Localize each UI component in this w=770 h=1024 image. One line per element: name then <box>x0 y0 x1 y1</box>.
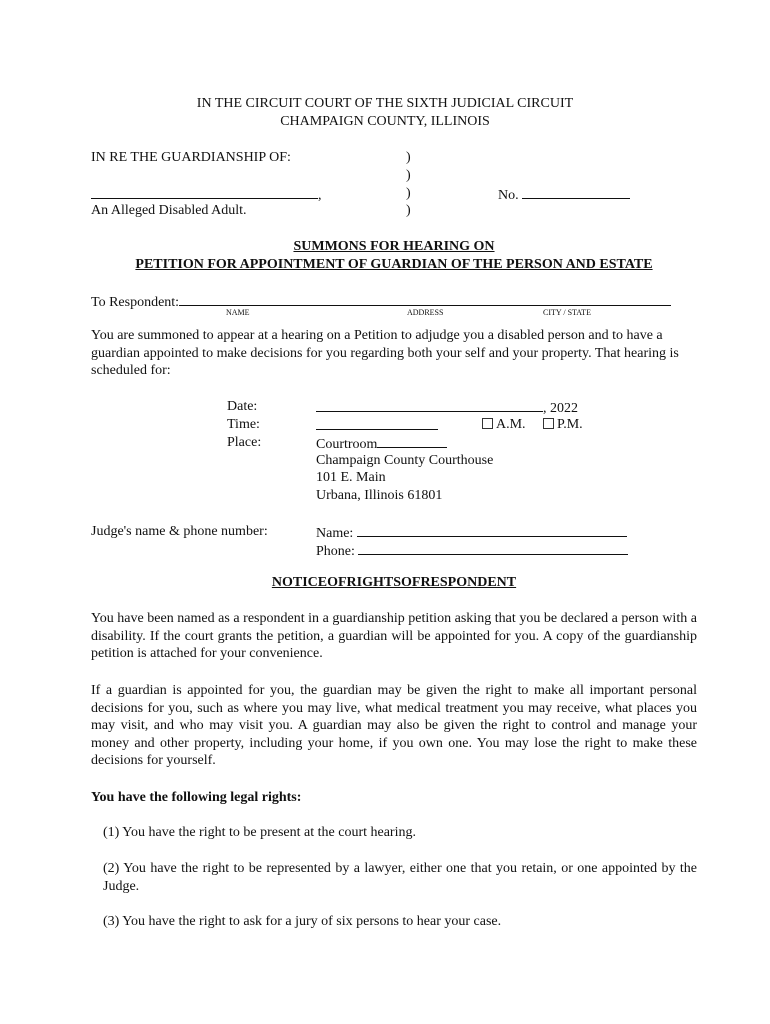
am-label: A.M. <box>496 417 526 432</box>
county-name: CHAMPAIGN COUNTY, ILLINOIS <box>280 114 490 129</box>
pm-checkbox[interactable] <box>543 418 554 429</box>
date-label: Date: <box>227 399 258 414</box>
document-title-line2: PETITION FOR APPOINTMENT OF GUARDIAN OF THE PERSON AND ESTATE <box>135 257 653 272</box>
respondent-name-caption: NAME <box>226 308 250 317</box>
date-field[interactable] <box>316 398 578 418</box>
right-item-2: (2) You have the right to be represented by a lawyer, either one that you retain, or one appointed by the Judge. <box>103 861 697 894</box>
court-name: IN THE CIRCUIT COURT OF THE SIXTH JUDICIAL CIRCUIT <box>196 96 574 111</box>
am-checkbox[interactable] <box>482 418 493 429</box>
courthouse-city: Urbana, Illinois 61801 <box>316 488 443 503</box>
judge-name-label: Name: <box>316 526 354 541</box>
notice-paragraph-1: You have been named as a respondent in a guardianship petition asking that you be declared a person with a disability. If the court grants the petition, a guardian will be appointed for you. A copy of the guardianship petition is attached for your convenience. <box>91 611 697 661</box>
courtroom-label: Courtroom <box>316 437 378 452</box>
respondent-label: To Respondent: <box>91 295 180 310</box>
judge-phone-label: Phone: <box>316 544 355 559</box>
date-line[interactable] <box>316 398 543 412</box>
caption-paren: ) <box>406 168 411 183</box>
courthouse-name: Champaign County Courthouse <box>316 453 494 468</box>
caption-paren: ) <box>406 203 411 218</box>
judge-name-line[interactable] <box>357 523 627 537</box>
ward-name-comma: , <box>318 188 322 203</box>
case-number-field[interactable] <box>498 185 630 205</box>
time-line[interactable] <box>316 416 438 430</box>
am-option[interactable] <box>482 416 526 434</box>
caption-paren: ) <box>406 150 411 165</box>
time-field[interactable] <box>316 416 438 436</box>
caption-paren: ) <box>406 186 411 201</box>
respondent-address-caption: ADDRESS <box>407 308 444 317</box>
case-number-line[interactable] <box>522 185 630 199</box>
summons-paragraph: You are summoned to appear at a hearing on a Petition to adjudge you a disabled person and to have a guardian appointed to make decisions for you regarding both your self and your property. That hearing is scheduled for: <box>91 328 679 378</box>
date-year: , 2022 <box>543 401 578 416</box>
document-title-line1: SUMMONS FOR HEARING ON <box>293 239 495 254</box>
in-re-label: IN RE THE GUARDIANSHIP OF: <box>91 150 291 165</box>
notice-paragraph-2: If a guardian is appointed for you, the guardian may be given the right to make all important personal decisions for you, such as where you may live, what medical treatment you may receive, what places you may visit, and who may visit you. A guardian may also be given the right to control and manage your money and other property, including your home, if you own one. You may lose the right to make these decisions for yourself. <box>91 683 697 768</box>
courtroom-field[interactable] <box>316 434 447 454</box>
right-item-1: (1) You have the right to be present at the court hearing. <box>103 825 416 840</box>
alleged-disabled-label: An Alleged Disabled Adult. <box>91 203 247 218</box>
respondent-city-caption: CITY / STATE <box>543 308 591 317</box>
respondent-line[interactable] <box>179 292 671 306</box>
courtroom-line[interactable] <box>377 434 447 448</box>
place-label: Place: <box>227 435 262 450</box>
rights-heading: You have the following legal rights: <box>91 790 302 805</box>
pm-option[interactable] <box>543 416 583 434</box>
judge-label: Judge's name & phone number: <box>91 524 268 539</box>
notice-heading: NOTICEOFRIGHTSOFRESPONDENT <box>271 575 517 590</box>
ward-name-line[interactable] <box>91 185 318 199</box>
judge-name-field[interactable] <box>316 523 627 543</box>
pm-label: P.M. <box>557 417 583 432</box>
right-item-3: (3) You have the right to ask for a jury of six persons to hear your case. <box>103 914 502 929</box>
time-label: Time: <box>227 417 260 432</box>
case-number-label: No. <box>498 188 519 203</box>
judge-phone-line[interactable] <box>358 541 628 555</box>
courthouse-street: 101 E. Main <box>316 470 386 485</box>
judge-phone-field[interactable] <box>316 541 628 561</box>
